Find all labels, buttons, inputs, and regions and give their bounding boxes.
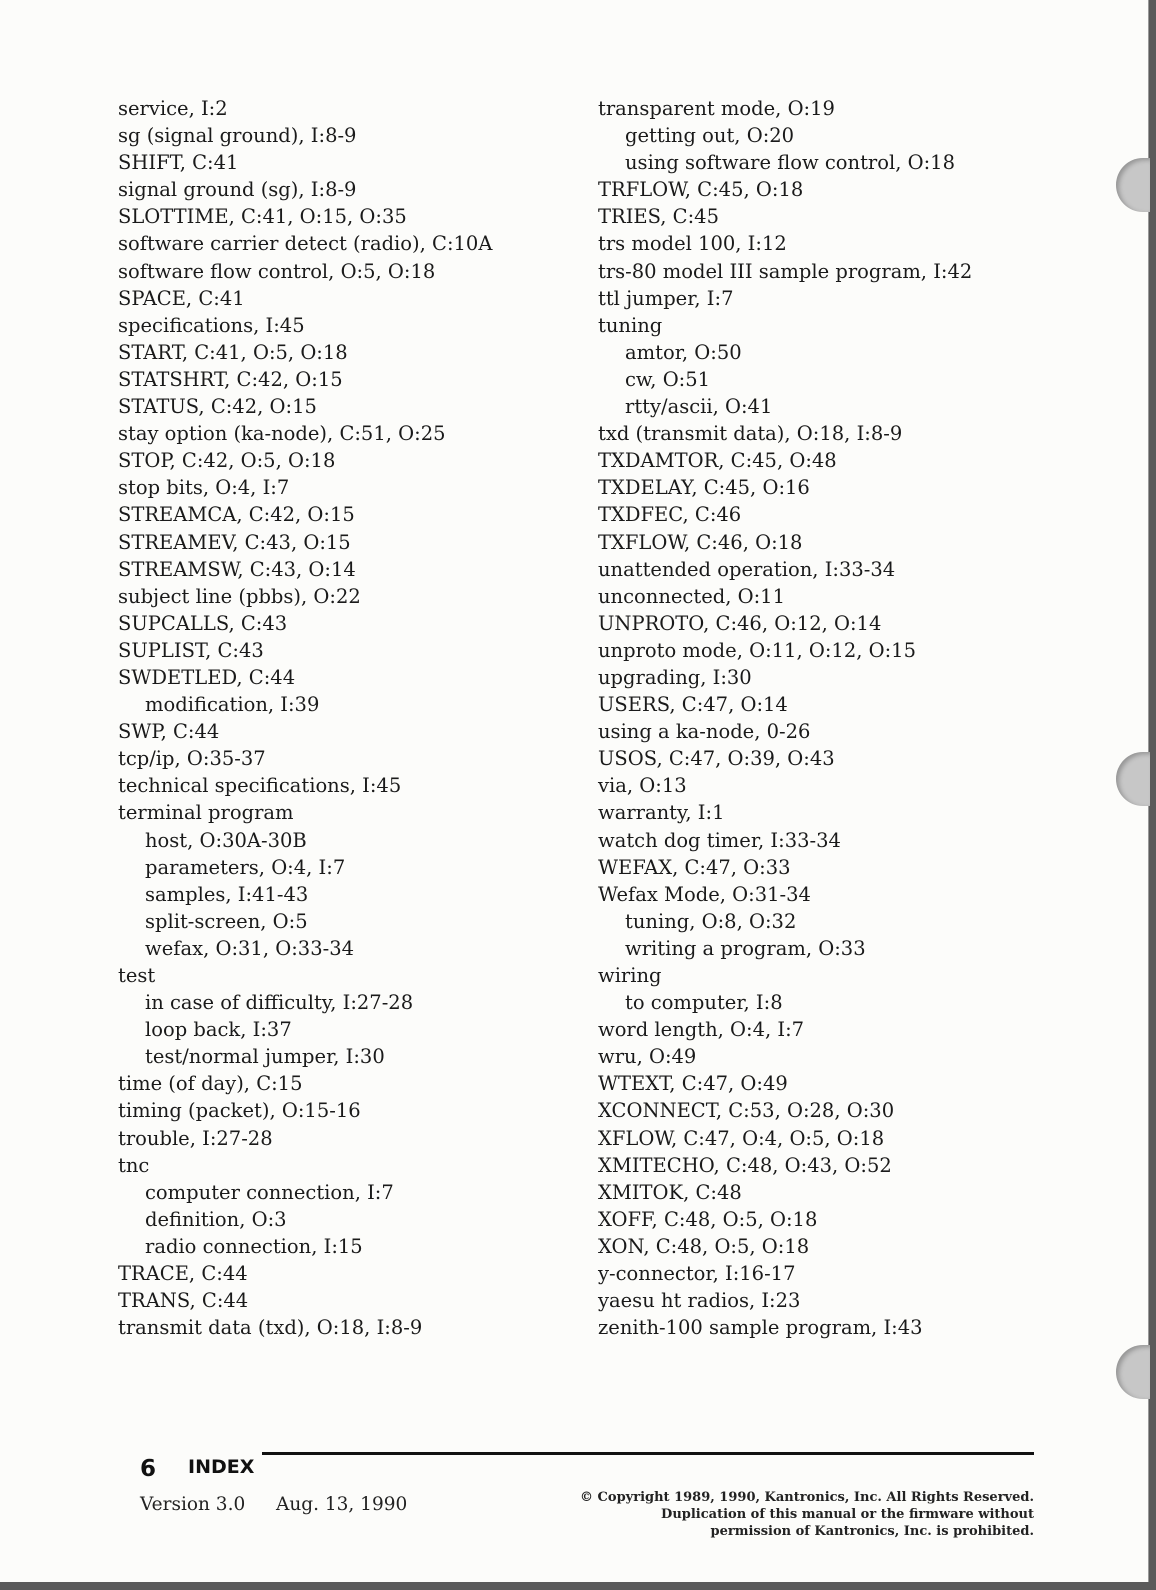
index-entry: Wefax Mode, O:31-34 (598, 882, 811, 906)
index-entry: time (of day), C:15 (118, 1072, 303, 1096)
index-entry: SUPCALLS, C:43 (118, 611, 288, 635)
index-entry: y-connector, I:16-17 (598, 1262, 796, 1286)
index-entry: trouble, I:27-28 (118, 1126, 273, 1150)
index-subentry: using software flow control, O:18 (625, 151, 955, 175)
index-entry: trs-80 model III sample program, I:42 (598, 259, 973, 283)
index-entry: STOP, C:42, O:5, O:18 (118, 449, 336, 473)
index-entry: USERS, C:47, O:14 (598, 693, 788, 717)
index-subentry: rtty/ascii, O:41 (625, 395, 773, 419)
index-entry: SUPLIST, C:43 (118, 638, 264, 662)
index-entry: WTEXT, C:47, O:49 (598, 1072, 788, 1096)
index-entry: STREAMEV, C:43, O:15 (118, 530, 351, 554)
index-entry: XCONNECT, C:53, O:28, O:30 (598, 1099, 895, 1123)
index-subentry: samples, I:41-43 (145, 882, 309, 906)
index-subentry: test/normal jumper, I:30 (145, 1045, 385, 1069)
index-subentry: to computer, I:8 (625, 991, 783, 1015)
index-entry: test (118, 964, 156, 987)
index-subentry: modification, I:39 (145, 693, 320, 717)
index-entry: SWP, C:44 (118, 720, 220, 744)
index-entry: STATUS, C:42, O:15 (118, 395, 317, 419)
index-entry: SLOTTIME, C:41, O:15, O:35 (118, 205, 407, 229)
copyright-line: Duplication of this manual or the firmware without (661, 1507, 1034, 1522)
copyright-notice (580, 1489, 1034, 1540)
index-entry: service, I:2 (118, 97, 228, 120)
index-entry: terminal program (118, 801, 294, 825)
index-entry: tcp/ip, O:35-37 (118, 747, 266, 771)
index-entry: wru, O:49 (598, 1045, 697, 1069)
index-column-left (118, 95, 568, 1341)
index-entry: UNPROTO, C:46, O:12, O:14 (598, 611, 882, 635)
index-entry: STATSHRT, C:42, O:15 (118, 367, 343, 391)
index-entry: unconnected, O:11 (598, 584, 785, 608)
binder-hole (1116, 752, 1150, 806)
index-subentry: loop back, I:37 (145, 1018, 292, 1042)
index-entry: TRFLOW, C:45, O:18 (598, 178, 804, 202)
index-entry: XMITECHO, C:48, O:43, O:52 (598, 1153, 892, 1177)
binder-hole (1116, 1345, 1150, 1399)
index-subentry: amtor, O:50 (625, 340, 742, 364)
index-entry: using a ka-node, 0-26 (598, 720, 811, 744)
index-entry: SPACE, C:41 (118, 286, 245, 310)
index-entry: tuning (598, 313, 663, 337)
index-entry: TRANS, C:44 (118, 1289, 249, 1313)
index-entry: STREAMSW, C:43, O:14 (118, 557, 356, 581)
index-entry: STREAMCA, C:42, O:15 (118, 503, 355, 527)
binder-hole (1116, 158, 1150, 212)
version-label: Version 3.0 (140, 1494, 246, 1515)
index-entry: timing (packet), O:15-16 (118, 1099, 361, 1123)
index-entry: TRACE, C:44 (118, 1262, 248, 1286)
index-entry: SHIFT, C:41 (118, 151, 239, 175)
index-subentry: cw, O:51 (625, 367, 711, 391)
index-subentry: computer connection, I:7 (145, 1180, 394, 1204)
index-entry: TXDFEC, C:46 (598, 503, 742, 527)
index-entry: XON, C:48, O:5, O:18 (598, 1234, 810, 1258)
index-entry: warranty, I:1 (598, 801, 725, 825)
index-entry: SWDETLED, C:44 (118, 665, 296, 689)
index-subentry: in case of difficulty, I:27-28 (145, 991, 414, 1015)
index-entry: tnc (118, 1153, 150, 1177)
index-subentry: definition, O:3 (145, 1207, 287, 1231)
page-footer (140, 1452, 1040, 1552)
index-entry: START, C:41, O:5, O:18 (118, 340, 348, 364)
copyright-line: permission of Kantronics, Inc. is prohibited. (710, 1524, 1034, 1539)
index-entry: specifications, I:45 (118, 313, 305, 337)
index-subentry: tuning, O:8, O:32 (625, 909, 797, 933)
index-entry: software flow control, O:5, O:18 (118, 259, 436, 283)
index-subentry: parameters, O:4, I:7 (145, 855, 346, 879)
index-entry: stay option (ka-node), C:51, O:25 (118, 422, 446, 446)
index-subentry: writing a program, O:33 (625, 936, 866, 960)
index-entry: stop bits, O:4, I:7 (118, 476, 290, 500)
index-subentry: wefax, O:31, O:33-34 (145, 936, 355, 960)
index-entry: watch dog timer, I:33-34 (598, 828, 841, 852)
index-entry: transparent mode, O:19 (598, 97, 835, 120)
section-label: INDEX (188, 1456, 255, 1478)
index-subentry: radio connection, I:15 (145, 1234, 363, 1258)
index-entry: transmit data (txd), O:18, I:8-9 (118, 1316, 423, 1340)
index-subentry: split-screen, O:5 (145, 909, 308, 933)
index-entry: unattended operation, I:33-34 (598, 557, 896, 581)
index-entry: wiring (598, 964, 662, 987)
index-entry: upgrading, I:30 (598, 665, 752, 689)
index-entry: TXFLOW, C:46, O:18 (598, 530, 803, 554)
index-entry: USOS, C:47, O:39, O:43 (598, 747, 835, 771)
index-entry: trs model 100, I:12 (598, 232, 787, 256)
index-entry: TXDAMTOR, C:45, O:48 (598, 449, 837, 473)
index-entry: subject line (pbbs), O:22 (118, 584, 361, 608)
index-entry: software carrier detect (radio), C:10A (118, 232, 493, 256)
index-entry: zenith-100 sample program, I:43 (598, 1316, 923, 1340)
index-entry: TXDELAY, C:45, O:16 (598, 476, 810, 500)
index-subentry: host, O:30A-30B (145, 828, 307, 852)
index-entry: XMITOK, C:48 (598, 1180, 742, 1204)
index-entry: signal ground (sg), I:8-9 (118, 178, 357, 202)
index-entry: unproto mode, O:11, O:12, O:15 (598, 638, 916, 662)
index-entry: WEFAX, C:47, O:33 (598, 855, 791, 879)
index-entry: XFLOW, C:47, O:4, O:5, O:18 (598, 1126, 885, 1150)
index-entry: word length, O:4, I:7 (598, 1018, 805, 1042)
page-number: 6 (140, 1456, 157, 1482)
index-subentry: getting out, O:20 (625, 124, 795, 148)
index-column-right (598, 95, 1068, 1341)
index-entry: via, O:13 (598, 774, 687, 798)
index-entry: XOFF, C:48, O:5, O:18 (598, 1207, 818, 1231)
index-entry: technical specifications, I:45 (118, 774, 402, 798)
index-entry: txd (transmit data), O:18, I:8-9 (598, 422, 903, 446)
index-entry: ttl jumper, I:7 (598, 286, 734, 310)
index-entry: sg (signal ground), I:8-9 (118, 124, 357, 148)
footer-rule (262, 1452, 1034, 1455)
date-label: Aug. 13, 1990 (276, 1494, 408, 1515)
copyright-line: © Copyright 1989, 1990, Kantronics, Inc. All Rights Reserved. (580, 1490, 1034, 1505)
index-entry: yaesu ht radios, I:23 (598, 1289, 801, 1313)
index-entry: TRIES, C:45 (598, 205, 719, 229)
